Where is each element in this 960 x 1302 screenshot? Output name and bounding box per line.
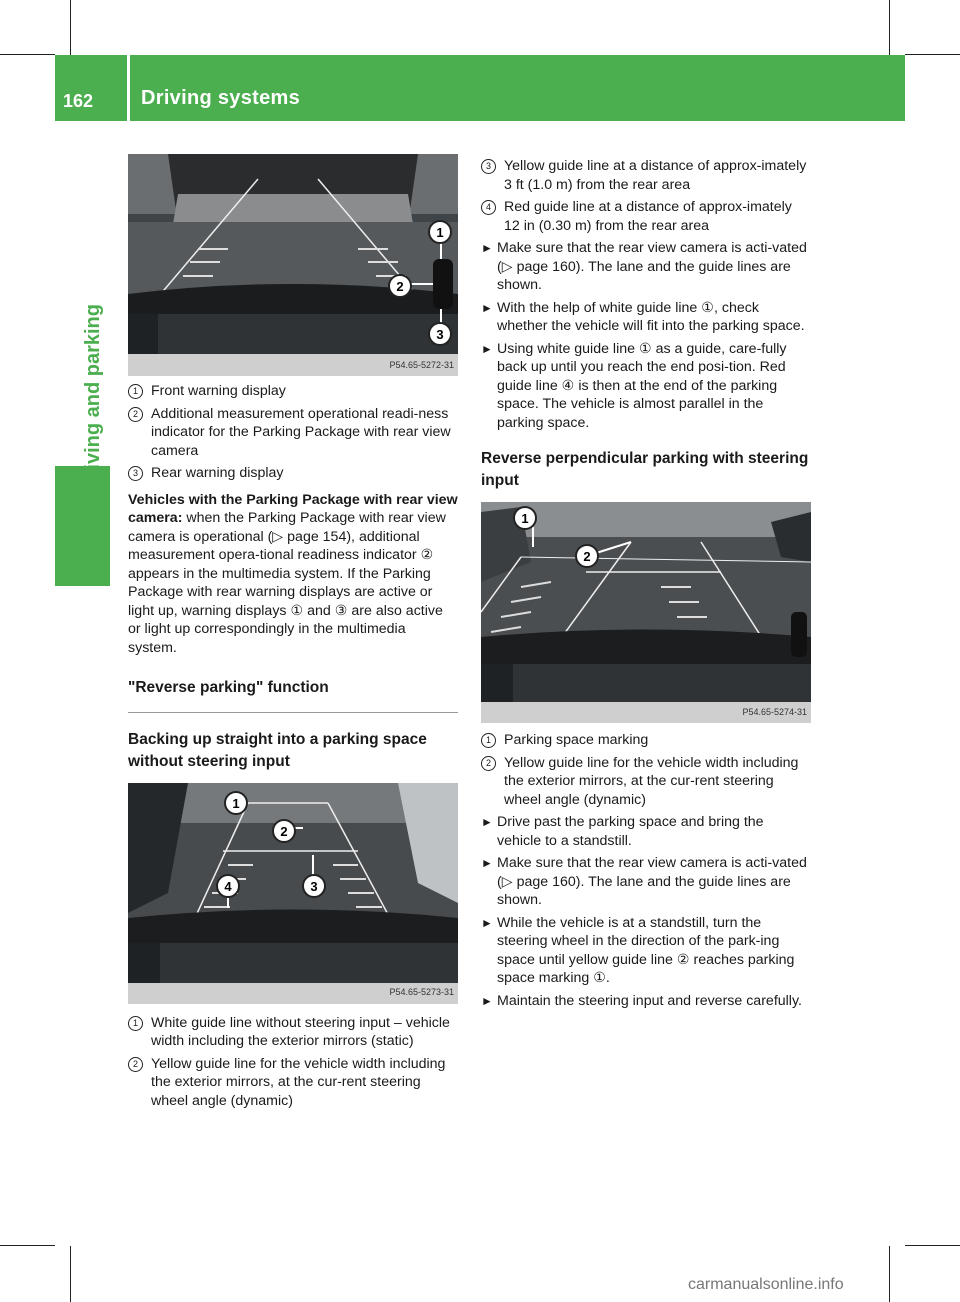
legend-list (481, 731, 811, 809)
right-column (481, 157, 811, 1014)
crop-mark (0, 54, 55, 55)
legend-item: 1 White guide line without steering input – vehicle width including the exterior mirrors (static) (128, 1014, 458, 1051)
marker-1: 1 (232, 795, 240, 811)
legend-list (128, 382, 458, 483)
figure-front-rear-warning (128, 154, 458, 376)
legend-item: 4 Red guide line at a distance of approx-imately 12 in (0.30 m) from the rear area (481, 198, 811, 235)
instruction-step: ► Make sure that the rear view camera is acti-vated (▷ page 160). The lane and the guide lines are shown. (481, 240, 807, 293)
step-arrow-icon: ► (481, 915, 493, 930)
header-divider (127, 55, 130, 121)
left-column (128, 154, 458, 1114)
instruction-steps (481, 813, 811, 1010)
crop-mark (889, 0, 890, 55)
legend-item: 2 Yellow guide line for the vehicle width including the exterior mirrors, at the cur-rent steering wheel angle (dynamic) (481, 754, 811, 810)
instruction-step: ► Drive past the parking space and bring the vehicle to a standstill. (481, 814, 764, 849)
camera-image-2 (128, 783, 458, 1004)
instruction-step: ► With the help of white guide line ①, check whether the vehicle will fit into the parking space. (481, 299, 805, 334)
step-arrow-icon: ► (481, 300, 493, 315)
legend-item: 3 Rear warning display (128, 464, 458, 483)
marker-2: 2 (396, 279, 404, 294)
legend-item: 1 Parking space marking (481, 731, 811, 750)
body-paragraph: Vehicles with the Parking Package with rear view camera: when the Parking Package with rear view camera is operational (▷ page 154), additional measurement opera-tional readiness indicator ② appears in the multimedia system. If the Parking Package with rear warning displays are active or light up, warning displays ① and ③ are also active or light up correspondingly in the multimedia system. (128, 491, 458, 656)
step-arrow-icon: ► (481, 856, 493, 870)
legend-list (128, 1014, 458, 1111)
chapter-title: Driving systems (141, 87, 301, 109)
instruction-step: ► While the vehicle is at a standstill, turn the steering wheel in the direction of the park-ing space until yellow guide line ② reaches parking space marking ①. (481, 914, 795, 986)
figure-perpendicular-parking (481, 502, 811, 723)
watermark: carmanualsonline.info (688, 1276, 844, 1293)
crop-mark (889, 1246, 890, 1302)
legend-item: 2 Yellow guide line for the vehicle width including the exterior mirrors, at the cur-rent steering wheel angle (dynamic) (128, 1055, 458, 1111)
subsection-heading: Backing up straight into a parking space without steering input (128, 730, 427, 770)
marker-4: 4 (224, 878, 232, 894)
section-heading: "Reverse parking" function (128, 679, 329, 696)
instruction-step: ► Using white guide line ① as a guide, care-fully back up until you reach the end posi-tion. Red guide line ④ is then at the end of the parking space. The vehicle is almost parallel in the parking space. (481, 340, 787, 431)
legend-item: 2 Additional measurement operational readi-ness indicator for the Parking Package with rear view camera (128, 405, 458, 461)
camera-image-3 (481, 502, 811, 723)
step-arrow-icon: ► (481, 815, 493, 829)
crop-mark (905, 54, 960, 55)
legend-item: 3 Yellow guide line at a distance of approx-imately 3 ft (1.0 m) from the rear area (481, 157, 811, 194)
figure-straight-parking (128, 783, 458, 1004)
marker-1: 1 (436, 225, 444, 240)
marker-3: 3 (436, 327, 444, 342)
marker-2: 2 (583, 549, 591, 564)
instruction-step: ► Maintain the steering input and reverse carefully. (481, 992, 802, 1009)
figure-code: P54.65-5273-31 (389, 987, 454, 997)
marker-2: 2 (280, 823, 288, 839)
step-arrow-icon: ► (481, 341, 493, 356)
crop-mark (0, 1245, 55, 1246)
page-number: 162 (63, 91, 94, 111)
marker-1: 1 (521, 511, 529, 526)
crop-mark (70, 1246, 71, 1302)
section-rule (128, 712, 458, 713)
figure-code: P54.65-5274-31 (742, 706, 807, 717)
camera-image-1 (128, 154, 458, 376)
figure-code: P54.65-5272-31 (389, 359, 454, 370)
marker-3: 3 (310, 878, 318, 894)
crop-mark (905, 1245, 960, 1246)
instruction-steps (481, 239, 811, 432)
step-arrow-icon: ► (481, 993, 493, 1008)
page-header (55, 55, 905, 121)
step-arrow-icon: ► (481, 241, 493, 255)
crop-mark (70, 0, 71, 55)
legend-list (481, 157, 811, 235)
instruction-step: ► Make sure that the rear view camera is acti-vated (▷ page 160). The lane and the guide lines are shown. (481, 855, 807, 908)
subsection-heading: Reverse perpendicular parking with steering input (481, 450, 809, 489)
legend-item: 1 Front warning display (128, 382, 458, 401)
